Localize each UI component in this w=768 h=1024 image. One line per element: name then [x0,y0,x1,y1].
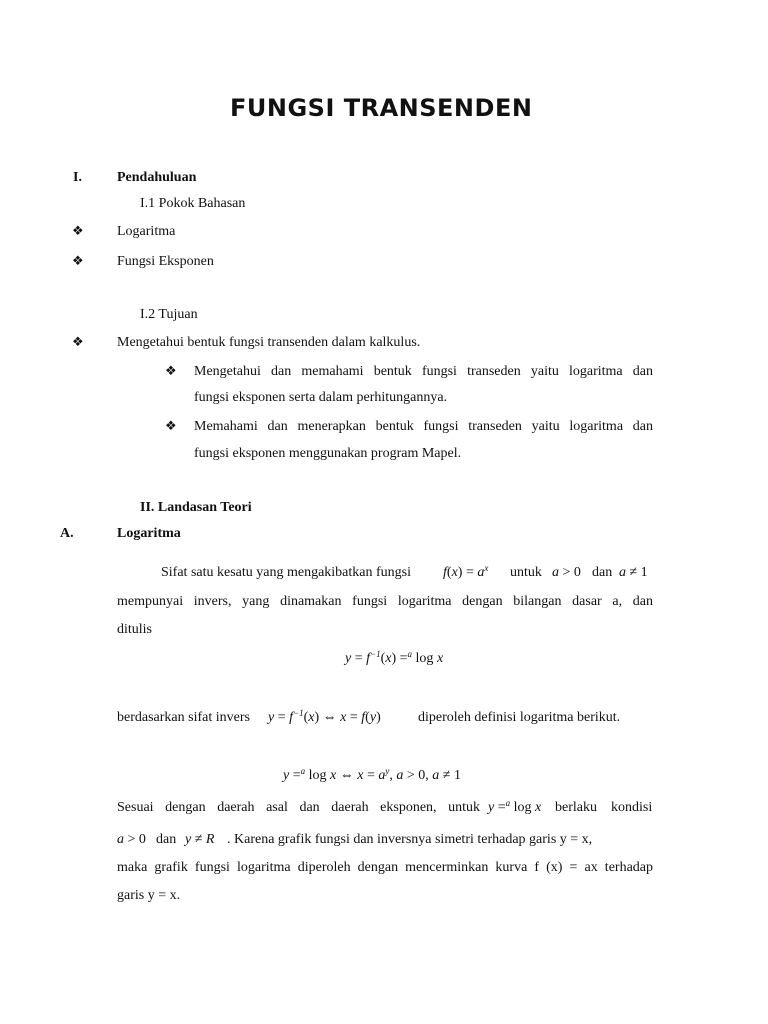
diamond-bullet-icon: ❖ [165,419,177,434]
paragraph-text: maka grafik fungsi logaritma diperoleh dengan mencerminkan kurva f (x) = ax terhadap [117,860,653,875]
list-item: Fungsi Eksponen [117,254,214,269]
paragraph-text: ditulis [117,622,153,637]
paragraph-text: kondisi [611,800,653,815]
diamond-bullet-icon: ❖ [72,224,84,239]
subsection-heading: Logaritma [117,526,181,541]
formula-inverse-property: $y = f^{-1}(x)$ ⇔ x = f(y) [268,708,381,725]
paragraph-text: Sesuai dengan daerah asal dan daerah eksponen, untuk [117,800,481,815]
formula-y-log-x: y =$^a$ log x [488,798,542,815]
formula-log-definition: y =$^a$ log x ⇔ $x = a^y$, a > 0, a ≠ 1 [283,766,461,783]
list-item: Mengetahui bentuk fungsi transenden dalam kalkulus. [117,335,421,350]
list-item: Logaritma [117,224,176,239]
section-heading: Pendahuluan [117,170,197,185]
subsection-letter: A. [60,526,74,541]
formula-a-positive: a > 0 [117,832,146,847]
section-heading: II. Landasan Teori [140,500,252,515]
paragraph-text: Sifat satu kesatu yang mengakibatkan fungsi [161,565,411,580]
sub-list-item-line: Memahami dan menerapkan bentuk fungsi transeden yaitu logaritma dan [194,419,653,434]
formula-a-not-one: a ≠ 1 [619,565,648,580]
subsection-heading: I.1 Pokok Bahasan [140,196,246,211]
sub-list-item-line: fungsi eksponen menggunakan program Mapel. [194,446,462,461]
paragraph-text: untuk [510,565,542,580]
formula-a-positive: a > 0 [552,565,581,580]
formula-y-not-r: y ≠ R [185,832,215,847]
subsection-heading: I.2 Tujuan [140,307,198,322]
diamond-bullet-icon: ❖ [165,364,177,379]
page-title: FUNGSI TRANSENDEN [230,94,533,122]
paragraph-text: mempunyai invers, yang dinamakan fungsi logaritma dengan bilangan dasar a, dan [117,594,653,609]
paragraph-text: berlaku [555,800,597,815]
section-number: I. [73,170,82,185]
paragraph-text: garis y = x. [117,888,181,903]
paragraph-text: dan [592,565,613,580]
paragraph-text: . Karena grafik fungsi dan inversnya simetri terhadap garis y = x, [227,832,593,847]
paragraph-text: berdasarkan sifat invers [117,710,250,725]
sub-list-item-line: fungsi eksponen serta dalam perhitungannya. [194,390,448,405]
paragraph-text: dan [156,832,177,847]
diamond-bullet-icon: ❖ [72,335,84,350]
sub-list-item-line: Mengetahui dan memahami bentuk fungsi transeden yaitu logaritma dan [194,364,653,379]
formula-inverse-log: $y = f^{-1}(x) =^a$ log x [345,649,444,666]
diamond-bullet-icon: ❖ [72,254,84,269]
formula-f-of-x: $f(x) = a^x$ [443,563,489,580]
paragraph-text: diperoleh definisi logaritma berikut. [418,710,621,725]
